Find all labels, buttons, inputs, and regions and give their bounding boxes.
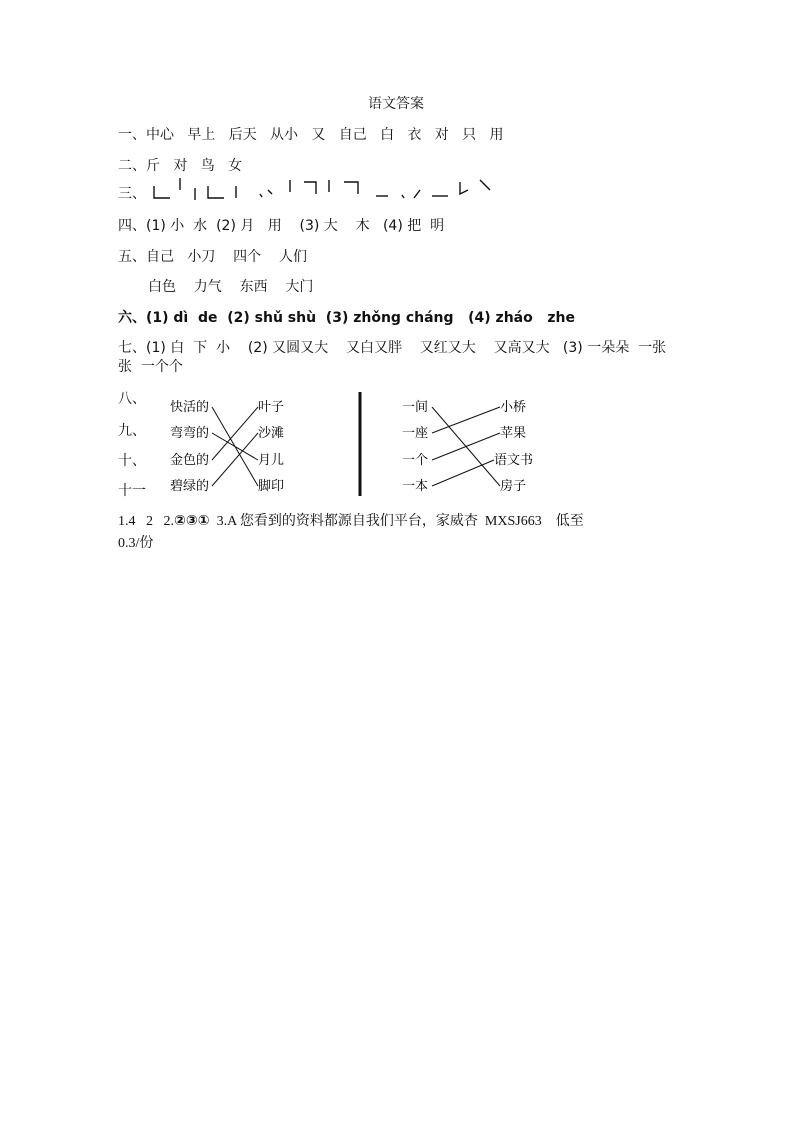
match-left-connector-4 [212,433,258,486]
question-number-11: 十一 [118,483,146,499]
footer-answers: 1.4 2 2. [118,514,174,529]
match-left-connector-2 [212,433,258,460]
stroke-na-1 [480,180,490,190]
match-right-target-4: 房子 [500,479,527,494]
match-right-word-3: 一个 [402,453,429,468]
matching-figure [160,390,540,500]
footer-line-1 [118,512,584,531]
match-left-connector-3 [212,407,258,460]
footer-line-2: 0.3/份 [118,536,154,551]
match-left-target-3: 月儿 [258,453,285,468]
match-right-target-2: 苹果 [500,426,527,441]
match-left-word-4: 碧绿的 [170,479,210,494]
answer-line-3-prefix: 三、 [118,186,146,202]
footer-circled-numbers: ②③① [174,513,210,529]
match-right-word-1: 一间 [402,400,429,415]
question-number-8: 八、 [118,391,146,407]
match-right-connector-3 [432,433,500,460]
match-left-target-1: 叶子 [258,400,285,415]
stroke-hengzhe-1 [304,182,316,194]
match-right-word-2: 一座 [402,426,429,441]
stroke-shuti-1 [460,182,468,194]
match-right-target-1: 小桥 [500,400,527,415]
stroke-dian-2 [268,190,272,194]
answer-line-7b: 张 一个个 [118,359,183,375]
answer-line-1: 一、中心 早上 后天 从小 又 自己 白 衣 对 只 用 [118,127,504,143]
answer-line-4: 四、(1) 小 水 (2) 月 用 (3) 大 木 (4) 把 明 [118,218,445,234]
match-left-word-2: 弯弯的 [170,426,210,441]
page-title: 语文答案 [368,96,424,112]
stroke-hengzhe-2 [344,182,358,194]
match-left-target-2: 沙滩 [258,426,285,441]
match-right-word-4: 一本 [402,479,429,494]
stroke-shuzhe-2 [208,186,224,198]
match-right-connector-4 [432,460,494,486]
match-left-word-1: 快活的 [170,400,210,415]
strokes-figure [132,176,512,206]
match-left-word-3: 金色的 [170,453,210,468]
answer-line-2: 二、斤 对 鸟 女 [118,158,243,174]
answer-line-5b: 白色 力气 东西 大门 [148,279,314,295]
stroke-dian-1 [260,194,262,197]
match-right-connector-2 [432,407,500,433]
question-number-10: 十、 [118,453,146,469]
answer-line-5a: 五、自己 小刀 四个 人们 [118,249,307,265]
answer-line-7a: 七、(1) 白 下 小 (2) 又圆又大 又白又胖 又红又大 又高又大 (3) 一朵朵 一张 [118,340,667,356]
match-right-target-3: 语文书 [494,453,534,468]
question-number-9: 九、 [118,423,146,439]
stroke-dian-3 [402,195,404,198]
stroke-shuzhe-1 [154,186,170,198]
footer-promo-text: 3.A 您看到的资料都源自我们平台，家威杏 MXSJ663 低至 [209,514,584,529]
answer-line-6: 六、(1) dì de (2) shǔ shù (3) zhǒng cháng (4) zháo zhe [118,310,575,326]
match-left-target-4: 脚印 [258,479,285,494]
stroke-pie-1 [414,190,420,198]
